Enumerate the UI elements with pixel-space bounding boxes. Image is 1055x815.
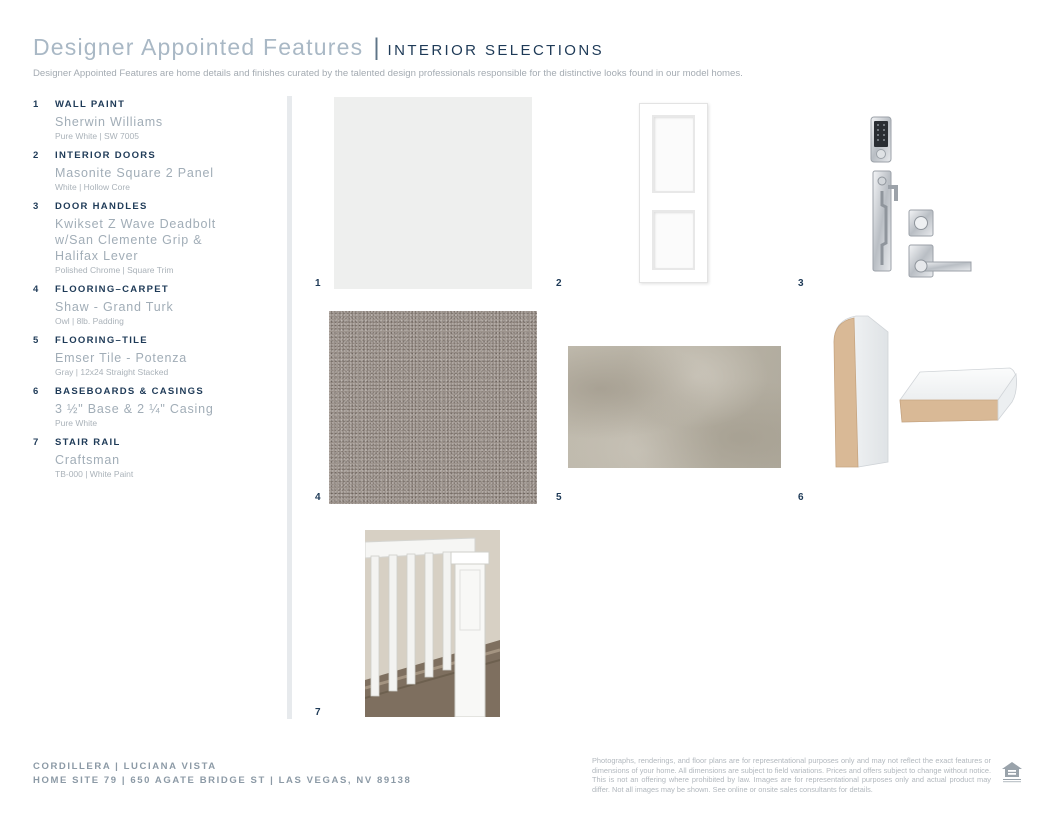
- interior-door-image: [639, 103, 708, 283]
- gallery-label: 3: [798, 278, 804, 289]
- selections-list: [33, 99, 278, 488]
- door-panel-lower: [652, 210, 695, 270]
- legal-disclaimer: Photographs, renderings, and floor plans are for representational purposes only and may not reflect the exact features or dimensions of your home. All dimensions are subject to field variations. Prices and offers subject to change without notice. This is not an offering where prohibited by law. Images are for representational purposes only and actual product may differ. Not all images may be shown. See online or onsite sales consultants for details.: [592, 756, 991, 794]
- selection-detail: Gray | 12x24 Straight Stacked: [55, 367, 169, 377]
- selection-name: Kwikset Z Wave Deadbolt w/San Clemente Grip & Halifax Lever: [55, 217, 217, 263]
- vertical-divider: [287, 96, 292, 719]
- tile-swatch: [568, 346, 781, 468]
- title-separator: |: [373, 34, 380, 61]
- door-panel-upper: [652, 115, 695, 193]
- baseboard-profile-icon: [830, 312, 1025, 472]
- selection-number: 3: [33, 201, 39, 212]
- selection-detail: Pure White | SW 7005: [55, 131, 139, 141]
- selection-number: 4: [33, 284, 39, 295]
- selection-category: WALL PAINT: [55, 99, 126, 110]
- selection-category: INTERIOR DOORS: [55, 150, 157, 161]
- stair-rail-icon: [365, 530, 500, 717]
- gallery-label: 2: [556, 278, 562, 289]
- baseboard-casing-image: [830, 312, 1025, 472]
- home-site-address: HOME SITE 79 | 650 AGATE BRIDGE ST | LAS VEGAS, NV 89138: [33, 775, 412, 786]
- selection-category: FLOORING–TILE: [55, 335, 148, 346]
- selection-item: [33, 335, 278, 377]
- gallery-label: 1: [315, 278, 321, 289]
- selection-category: BASEBOARDS & CASINGS: [55, 386, 204, 397]
- selection-number: 6: [33, 386, 39, 397]
- page-title: Designer Appointed Features: [33, 34, 364, 60]
- selection-number: 5: [33, 335, 39, 346]
- equal-housing-logo: [1000, 760, 1024, 784]
- selection-number: 7: [33, 437, 39, 448]
- selection-item: [33, 150, 278, 192]
- selection-category: STAIR RAIL: [55, 437, 121, 448]
- stair-rail-image: [365, 530, 500, 717]
- selection-detail: Pure White: [55, 418, 98, 428]
- title-row: [33, 34, 1023, 62]
- selection-number: 2: [33, 150, 39, 161]
- equal-housing-icon: [1000, 760, 1024, 784]
- selection-name: Shaw - Grand Turk: [55, 300, 174, 314]
- section-title: INTERIOR SELECTIONS: [387, 42, 605, 59]
- selection-name: Sherwin Williams: [55, 115, 163, 129]
- wall-paint-swatch: [334, 97, 532, 289]
- selection-item: [33, 386, 278, 428]
- gallery-label: 5: [556, 492, 562, 503]
- door-handles-image: [860, 115, 980, 285]
- selection-detail: Polished Chrome | Square Trim: [55, 265, 174, 275]
- page-header: [33, 34, 1023, 79]
- selection-item: [33, 284, 278, 326]
- gallery-label: 6: [798, 492, 804, 503]
- community-name: CORDILLERA | LUCIANA VISTA: [33, 761, 217, 772]
- selection-number: 1: [33, 99, 39, 110]
- selection-name: Masonite Square 2 Panel: [55, 166, 214, 180]
- selection-name: Craftsman: [55, 453, 120, 467]
- selection-item: [33, 99, 278, 141]
- selection-detail: Owl | 8lb. Padding: [55, 316, 124, 326]
- selection-category: FLOORING–CARPET: [55, 284, 169, 295]
- selection-item: [33, 201, 278, 275]
- selection-detail: TB-000 | White Paint: [55, 469, 134, 479]
- selection-category: DOOR HANDLES: [55, 201, 148, 212]
- footer-address: [33, 760, 411, 788]
- selection-name: Emser Tile - Potenza: [55, 351, 188, 365]
- page-subtitle: Designer Appointed Features are home details and finishes curated by the talented design professionals responsible for the distinctive looks found in our model homes.: [33, 68, 743, 79]
- door-hardware-icon: [860, 115, 980, 285]
- gallery-label: 7: [315, 707, 321, 718]
- gallery-label: 4: [315, 492, 321, 503]
- carpet-swatch: [329, 311, 537, 504]
- selection-item: [33, 437, 278, 479]
- selection-detail: White | Hollow Core: [55, 182, 130, 192]
- selection-name: 3 ½" Base & 2 ¼" Casing: [55, 402, 214, 416]
